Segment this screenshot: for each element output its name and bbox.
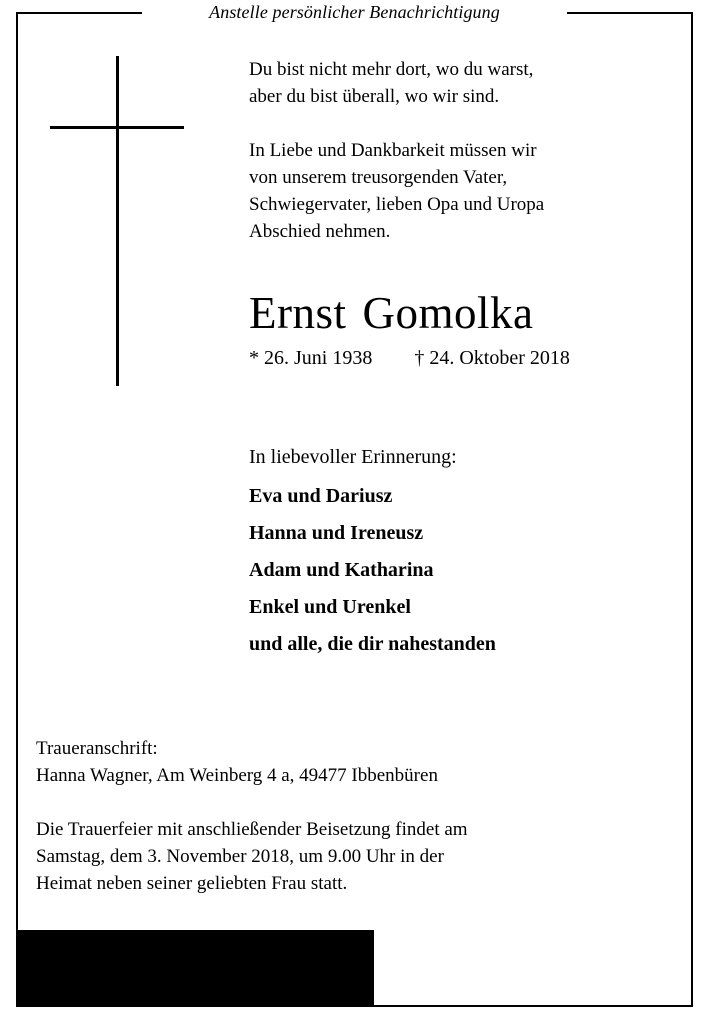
header-note: [0, 1, 709, 23]
header-note-text: Anstelle persönlicher Benachrichtigung: [201, 2, 508, 22]
death-date: † 24. Oktober 2018: [414, 347, 570, 369]
mourning-address-label: Traueranschrift:: [36, 738, 158, 759]
list-item: Hanna und Ireneusz: [249, 522, 424, 544]
tribute-line-1: In Liebe und Dankbarkeit müssen wir: [249, 140, 537, 161]
footer-black-bar: [18, 930, 374, 1007]
verse-line-1: Du bist nicht mehr dort, wo du warst,: [249, 59, 534, 80]
deceased-name: [249, 287, 670, 339]
tribute-line-3: Schwiegervater, lieben Opa und Uropa: [249, 194, 545, 215]
list-item: und alle, die dir nahestanden: [249, 633, 496, 655]
deceased-first-name: Ernst: [249, 288, 347, 338]
ceremony-line-2: Samstag, dem 3. November 2018, um 9.00 Uhr in der: [36, 846, 444, 867]
tribute-block: [249, 137, 670, 245]
ceremony-line-3: Heimat neben seiner geliebten Frau statt.: [36, 873, 348, 894]
border-left: [16, 12, 18, 1007]
birth-date: * 26. Juni 1938: [249, 347, 373, 369]
memory-intro: In liebevoller Erinnerung:: [249, 446, 457, 468]
verse-block: [249, 56, 670, 110]
border-right: [691, 12, 693, 1007]
cross-horizontal-bar: [50, 126, 184, 129]
verse-line-2: aber du bist überall, wo wir sind.: [249, 86, 500, 107]
main-text-column: [249, 56, 670, 663]
tribute-line-4: Abschied nehmen.: [249, 221, 391, 242]
list-item: Eva und Dariusz: [249, 485, 393, 507]
list-item: Enkel und Urenkel: [249, 596, 411, 618]
life-dates: [249, 345, 670, 371]
survivors-list: [249, 478, 670, 663]
cross-vertical-bar: [116, 56, 119, 386]
ceremony-block: [36, 816, 670, 897]
tribute-line-2: von unserem treusorgenden Vater,: [249, 167, 508, 188]
footer-text-block: [36, 735, 670, 897]
mourning-address-line: Hanna Wagner, Am Weinberg 4 a, 49477 Ibbenbüren: [36, 765, 438, 786]
list-item: Adam und Katharina: [249, 559, 434, 581]
deceased-last-name: Gomolka: [362, 288, 534, 338]
ceremony-line-1: Die Trauerfeier mit anschließender Beisetzung findet am: [36, 819, 468, 840]
